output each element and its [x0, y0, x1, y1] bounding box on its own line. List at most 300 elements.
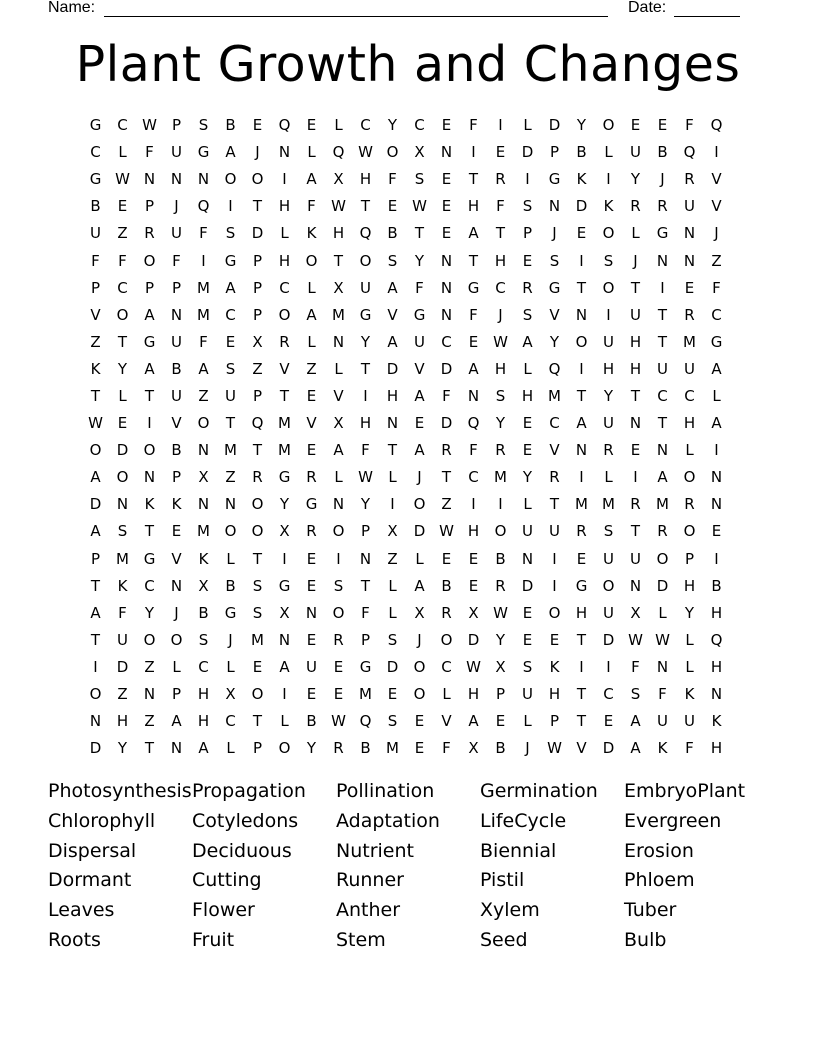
grid-letter: N — [575, 305, 588, 324]
grid-letter: I — [498, 116, 503, 135]
grid-letter: I — [471, 143, 476, 162]
grid-letter: V — [387, 305, 398, 324]
word-list-item: LifeCycle — [480, 809, 567, 832]
grid-letter: Z — [306, 359, 317, 378]
grid-letter: W — [439, 522, 454, 541]
grid-letter: V — [171, 549, 182, 568]
grid-letter: X — [198, 468, 209, 487]
grid-letter: D — [521, 143, 534, 162]
grid-letter: N — [116, 495, 129, 514]
grid-letter: I — [579, 657, 584, 676]
grid-letter: H — [359, 414, 372, 433]
grid-letter: N — [629, 414, 642, 433]
grid-letter: L — [118, 386, 127, 405]
grid-letter: N — [197, 170, 210, 189]
word-list-item: Pollination — [336, 780, 435, 802]
grid-letter: R — [495, 170, 506, 189]
grid-letter: G — [413, 305, 426, 324]
grid-letter: R — [522, 278, 533, 297]
grid-letter: T — [360, 197, 371, 216]
grid-letter: K — [711, 712, 722, 731]
grid-letter: Q — [467, 414, 480, 433]
grid-letter: R — [252, 468, 263, 487]
grid-letter: A — [171, 712, 182, 731]
grid-letter: X — [279, 603, 290, 622]
grid-letter: L — [523, 359, 532, 378]
grid-letter: X — [333, 170, 344, 189]
grid-letter: L — [307, 278, 316, 297]
grid-letter: D — [251, 224, 264, 243]
grid-letter: Y — [495, 414, 506, 433]
grid-letter: R — [441, 441, 452, 460]
grid-letter: G — [575, 576, 588, 595]
grid-letter: R — [495, 441, 506, 460]
grid-letter: V — [90, 305, 101, 324]
grid-letter: X — [198, 576, 209, 595]
grid-letter: J — [660, 170, 665, 189]
grid-letter: F — [469, 441, 478, 460]
grid-letter: A — [90, 468, 101, 487]
grid-letter: N — [683, 224, 696, 243]
grid-letter: J — [498, 305, 503, 324]
grid-letter: R — [657, 197, 668, 216]
grid-letter: L — [226, 657, 235, 676]
grid-letter: E — [441, 116, 452, 135]
grid-letter: K — [117, 576, 128, 595]
grid-letter: M — [251, 630, 264, 649]
grid-letter: K — [657, 739, 668, 758]
grid-letter: Q — [197, 197, 210, 216]
grid-letter: S — [549, 251, 560, 270]
grid-letter: V — [333, 386, 344, 405]
grid-letter: B — [225, 576, 236, 595]
grid-letter: J — [174, 197, 179, 216]
word-list-item: Cotyledons — [192, 809, 299, 832]
grid-letter: Q — [332, 143, 345, 162]
grid-letter: O — [143, 441, 156, 460]
grid-letter: Y — [522, 468, 533, 487]
grid-letter: W — [358, 468, 373, 487]
grid-letter: V — [414, 359, 425, 378]
grid-letter: L — [712, 386, 721, 405]
grid-letter: O — [143, 630, 156, 649]
grid-letter: Y — [387, 116, 398, 135]
word-list-item: Leaves — [48, 899, 115, 922]
grid-letter: I — [525, 170, 530, 189]
grid-letter: N — [440, 305, 453, 324]
grid-letter: Z — [225, 468, 236, 487]
grid-letter: L — [226, 549, 235, 568]
grid-letter: Q — [278, 116, 291, 135]
grid-letter: K — [306, 224, 317, 243]
grid-letter: A — [279, 657, 290, 676]
grid-letter: B — [657, 143, 668, 162]
grid-letter: K — [198, 549, 209, 568]
grid-letter: E — [495, 143, 506, 162]
grid-letter: Y — [306, 739, 317, 758]
grid-letter: C — [657, 386, 668, 405]
grid-letter: S — [387, 630, 398, 649]
grid-letter: X — [414, 603, 425, 622]
grid-letter: E — [387, 197, 398, 216]
grid-letter: I — [228, 197, 233, 216]
grid-letter: N — [305, 603, 318, 622]
grid-letter: V — [441, 712, 452, 731]
date-field[interactable] — [674, 16, 740, 17]
grid-letter: U — [117, 630, 128, 649]
grid-letter: E — [576, 224, 587, 243]
grid-letter: K — [549, 657, 560, 676]
grid-letter: O — [278, 305, 291, 324]
grid-letter: F — [307, 197, 316, 216]
grid-letter: H — [278, 197, 291, 216]
grid-letter: L — [604, 143, 613, 162]
grid-letter: Q — [548, 359, 561, 378]
grid-letter: E — [711, 522, 722, 541]
grid-letter: P — [144, 197, 155, 216]
grid-letter: C — [684, 386, 695, 405]
grid-letter: U — [684, 712, 695, 731]
grid-letter: N — [170, 739, 183, 758]
grid-letter: S — [198, 630, 209, 649]
grid-letter: R — [684, 170, 695, 189]
grid-letter: G — [359, 657, 372, 676]
grid-letter: E — [171, 522, 182, 541]
grid-letter: P — [171, 685, 182, 704]
grid-letter: N — [143, 685, 156, 704]
grid-letter: H — [602, 359, 615, 378]
grid-letter: W — [655, 630, 670, 649]
grid-letter: W — [331, 197, 346, 216]
grid-letter: E — [225, 332, 236, 351]
grid-letter: U — [414, 332, 425, 351]
grid-letter: A — [468, 359, 479, 378]
grid-letter: V — [711, 170, 722, 189]
grid-letter: Y — [603, 386, 614, 405]
grid-letter: Y — [414, 251, 425, 270]
grid-letter: W — [628, 630, 643, 649]
word-list-item: Chlorophyll — [48, 809, 156, 832]
grid-letter: C — [603, 685, 614, 704]
grid-letter: E — [468, 576, 479, 595]
grid-letter: W — [466, 657, 481, 676]
grid-letter: X — [630, 603, 641, 622]
grid-letter: O — [602, 116, 615, 135]
grid-letter: X — [333, 278, 344, 297]
grid-letter: E — [495, 712, 506, 731]
grid-letter: P — [252, 251, 263, 270]
word-list-item: Nutrient — [336, 839, 414, 862]
grid-letter: R — [279, 332, 290, 351]
grid-letter: B — [387, 224, 398, 243]
grid-letter: T — [144, 386, 155, 405]
grid-letter: U — [684, 197, 695, 216]
grid-letter: E — [549, 630, 560, 649]
grid-letter: G — [278, 576, 291, 595]
grid-letter: O — [602, 278, 615, 297]
grid-letter: A — [198, 739, 209, 758]
grid-letter: L — [388, 603, 397, 622]
grid-letter: U — [603, 603, 614, 622]
grid-letter: W — [331, 712, 346, 731]
word-list-item: Germination — [480, 780, 598, 802]
grid-letter: C — [495, 278, 506, 297]
grid-letter: R — [603, 441, 614, 460]
grid-letter: E — [441, 197, 452, 216]
grid-letter: Z — [711, 251, 722, 270]
grid-letter: B — [495, 549, 506, 568]
grid-letter: I — [471, 495, 476, 514]
grid-letter: H — [386, 386, 399, 405]
grid-letter: E — [603, 712, 614, 731]
grid-letter: I — [390, 495, 395, 514]
grid-letter: S — [603, 522, 614, 541]
grid-letter: C — [117, 278, 128, 297]
grid-letter: T — [468, 170, 479, 189]
header — [48, 0, 748, 20]
grid-letter: A — [468, 224, 479, 243]
grid-letter: S — [630, 685, 641, 704]
word-list-item: Roots — [48, 928, 101, 951]
grid-letter: Y — [360, 332, 371, 351]
grid-letter: Z — [117, 685, 128, 704]
grid-letter: T — [657, 305, 668, 324]
grid-letter: S — [522, 657, 533, 676]
grid-letter: Y — [279, 495, 290, 514]
grid-letter: V — [549, 305, 560, 324]
grid-letter: J — [417, 630, 422, 649]
grid-letter: O — [683, 468, 696, 487]
grid-letter: U — [603, 414, 614, 433]
grid-letter: N — [683, 251, 696, 270]
grid-letter: U — [522, 685, 533, 704]
grid-letter: T — [630, 278, 641, 297]
grid-letter: E — [414, 712, 425, 731]
grid-letter: A — [468, 712, 479, 731]
grid-letter: Q — [710, 116, 723, 135]
grid-letter: I — [282, 170, 287, 189]
grid-letter: F — [469, 305, 478, 324]
grid-letter: L — [334, 359, 343, 378]
grid-letter: P — [360, 630, 371, 649]
grid-letter: R — [657, 522, 668, 541]
grid-letter: H — [467, 197, 480, 216]
grid-letter: P — [252, 278, 263, 297]
grid-letter: P — [495, 685, 506, 704]
grid-letter: O — [89, 685, 102, 704]
grid-letter: A — [198, 359, 209, 378]
grid-letter: G — [305, 495, 318, 514]
grid-letter: F — [91, 251, 100, 270]
grid-letter: V — [549, 441, 560, 460]
grid-letter: W — [493, 332, 508, 351]
grid-letter: E — [414, 739, 425, 758]
grid-letter: F — [199, 224, 208, 243]
grid-letter: F — [469, 116, 478, 135]
grid-letter: E — [306, 685, 317, 704]
grid-letter: V — [279, 359, 290, 378]
grid-letter: X — [225, 685, 236, 704]
grid-letter: Y — [360, 495, 371, 514]
grid-letter: T — [495, 224, 506, 243]
grid-letter: H — [494, 251, 507, 270]
grid-letter: N — [548, 197, 561, 216]
grid-letter: U — [630, 549, 641, 568]
grid-letter: B — [711, 576, 722, 595]
grid-letter: U — [684, 359, 695, 378]
grid-letter: N — [440, 278, 453, 297]
grid-letter: R — [630, 495, 641, 514]
grid-letter: U — [603, 549, 614, 568]
grid-letter: T — [144, 739, 155, 758]
grid-letter: I — [336, 549, 341, 568]
grid-letter: N — [440, 143, 453, 162]
grid-letter: W — [412, 197, 427, 216]
grid-letter: K — [171, 495, 182, 514]
grid-letter: V — [306, 414, 317, 433]
grid-letter: P — [252, 739, 263, 758]
grid-letter: I — [714, 549, 719, 568]
grid-letter: P — [549, 143, 560, 162]
grid-letter: O — [224, 170, 237, 189]
grid-letter: R — [306, 468, 317, 487]
grid-letter: C — [225, 712, 236, 731]
grid-letter: F — [172, 251, 181, 270]
grid-letter: T — [576, 278, 587, 297]
grid-letter: F — [118, 603, 127, 622]
grid-letter: H — [467, 522, 480, 541]
grid-letter: R — [333, 630, 344, 649]
grid-letter: Q — [251, 414, 264, 433]
grid-letter: A — [414, 441, 425, 460]
grid-letter: M — [197, 522, 210, 541]
grid-letter: H — [710, 739, 723, 758]
grid-letter: G — [143, 332, 156, 351]
grid-letter: I — [93, 657, 98, 676]
grid-letter: O — [116, 468, 129, 487]
grid-letter: C — [414, 116, 425, 135]
grid-letter: I — [552, 549, 557, 568]
grid-letter: R — [630, 197, 641, 216]
grid-letter: E — [117, 414, 128, 433]
grid-letter: D — [89, 739, 102, 758]
grid-letter: C — [549, 414, 560, 433]
grid-letter: E — [333, 657, 344, 676]
word-list-item: Dispersal — [48, 839, 137, 862]
grid-letter: W — [88, 414, 103, 433]
grid-letter: F — [361, 603, 370, 622]
word-list — [48, 777, 768, 956]
grid-letter: U — [171, 224, 182, 243]
grid-letter: O — [251, 170, 264, 189]
grid-letter: L — [118, 143, 127, 162]
grid-letter: A — [387, 332, 398, 351]
grid-letter: L — [604, 468, 613, 487]
grid-letter: H — [116, 712, 129, 731]
grid-letter: K — [144, 495, 155, 514]
grid-letter: D — [521, 576, 534, 595]
grid-letter: S — [387, 712, 398, 731]
grid-letter: A — [576, 414, 587, 433]
grid-letter: F — [145, 143, 154, 162]
grid-letter: C — [90, 143, 101, 162]
grid-letter: G — [143, 549, 156, 568]
grid-letter: E — [657, 116, 668, 135]
grid-letter: L — [415, 549, 424, 568]
name-field[interactable] — [104, 16, 608, 17]
grid-letter: N — [386, 414, 399, 433]
grid-letter: T — [252, 712, 263, 731]
grid-letter: T — [90, 386, 101, 405]
grid-letter: O — [575, 332, 588, 351]
grid-letter: T — [333, 251, 344, 270]
grid-letter: I — [282, 549, 287, 568]
grid-letter: L — [523, 712, 532, 731]
grid-letter: Z — [441, 495, 452, 514]
grid-letter: U — [630, 143, 641, 162]
grid-letter: E — [522, 414, 533, 433]
grid-letter: G — [359, 305, 372, 324]
grid-letter: O — [170, 630, 183, 649]
grid-letter: C — [441, 332, 452, 351]
grid-letter: P — [171, 278, 182, 297]
grid-letter: L — [307, 332, 316, 351]
grid-letter: E — [522, 441, 533, 460]
grid-letter: L — [685, 657, 694, 676]
grid-letter: G — [224, 251, 237, 270]
grid-letter: I — [714, 441, 719, 460]
grid-letter: S — [414, 170, 425, 189]
grid-letter: N — [170, 305, 183, 324]
grid-letter: J — [552, 224, 557, 243]
grid-letter: Q — [683, 143, 696, 162]
grid-letter: T — [657, 332, 668, 351]
grid-letter: O — [359, 251, 372, 270]
grid-letter: N — [710, 468, 723, 487]
grid-letter: G — [278, 468, 291, 487]
grid-letter: N — [440, 251, 453, 270]
grid-letter: O — [332, 603, 345, 622]
grid-letter: U — [603, 332, 614, 351]
grid-letter: N — [197, 495, 210, 514]
grid-letter: C — [144, 576, 155, 595]
grid-letter: B — [441, 576, 452, 595]
grid-letter: H — [278, 251, 291, 270]
grid-letter: N — [656, 441, 669, 460]
grid-letter: M — [116, 549, 129, 568]
grid-letter: A — [630, 712, 641, 731]
grid-letter: C — [711, 305, 722, 324]
grid-letter: U — [549, 522, 560, 541]
grid-letter: J — [174, 603, 179, 622]
grid-letter: E — [387, 685, 398, 704]
grid-letter: P — [90, 278, 101, 297]
grid-letter: N — [143, 468, 156, 487]
grid-letter: L — [307, 143, 316, 162]
grid-letter: O — [251, 495, 264, 514]
grid-letter: S — [252, 576, 263, 595]
grid-letter: L — [523, 495, 532, 514]
grid-letter: E — [441, 549, 452, 568]
grid-letter: A — [90, 603, 101, 622]
grid-letter: T — [549, 495, 560, 514]
grid-letter: H — [683, 414, 696, 433]
grid-letter: F — [361, 441, 370, 460]
grid-letter: T — [468, 251, 479, 270]
grid-letter: N — [521, 549, 534, 568]
grid-letter: S — [252, 603, 263, 622]
grid-letter: Y — [576, 116, 587, 135]
